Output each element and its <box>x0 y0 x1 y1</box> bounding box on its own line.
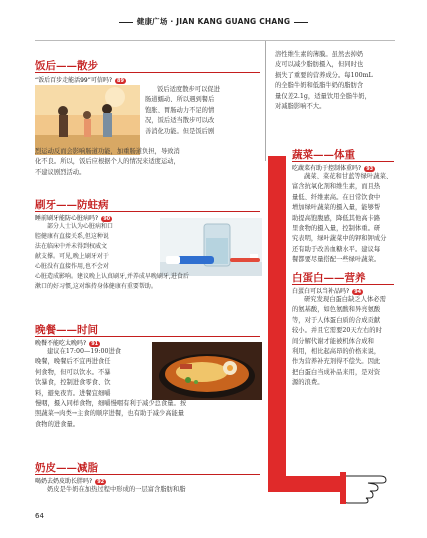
text-line: 善消化功能。但是饭后剧 <box>145 127 215 135</box>
question-text: 喝奶去奶皮助长胖吗? <box>35 478 93 485</box>
text-line: 建议在17:00—19:00进食 <box>47 348 122 355</box>
question-dinner <box>35 338 100 347</box>
question-vegetables <box>292 163 375 172</box>
pointing-hand-icon <box>340 460 402 504</box>
text-line: 的氨基酸，如色氨酸和异亮氨酸 <box>292 306 381 314</box>
section-title-teeth: 刷牙——防蛀病 <box>35 199 109 211</box>
noodle-bowl-photo <box>152 342 262 400</box>
question-number-badge: 93 <box>366 165 374 172</box>
text-line: 化不良。所以，饭后应根据个人的情况来适度运动， <box>35 158 180 166</box>
text-line: 不建议剧烈活动。 <box>35 168 86 176</box>
section-rule <box>35 211 260 212</box>
question-protein <box>292 286 363 295</box>
text-line: 溶性维生素的薄膜。虽然去掉奶 <box>275 51 364 58</box>
text-line: 皮可以减少脂肪摄入，但同时也 <box>275 61 364 69</box>
section-rule <box>35 72 260 73</box>
text-line: 量低、纤维素高。在日常饮食中 <box>292 193 381 201</box>
text-line: 慢咽，摄入同样食物，细嚼慢咽有利于减少总食量。按 <box>35 400 187 407</box>
paragraph-milk <box>35 485 267 495</box>
section-title-vegetables: 蔬菜——体重 <box>292 149 355 161</box>
text-line: 作为营养补充剂得不偿失。因此 <box>292 358 381 366</box>
question-number-badge: 90 <box>103 215 111 222</box>
paragraph-walk-bottom <box>35 147 263 178</box>
text-line: 食物的进食量。 <box>35 420 80 428</box>
header-rule-right <box>294 22 308 23</box>
section-title-protein: 白蛋白——营养 <box>292 272 366 284</box>
question-walk <box>35 75 126 84</box>
question-text: 睡前刷牙能防心脏病吗? <box>35 215 99 222</box>
paragraph-teeth-bottom <box>35 272 263 292</box>
question-text: 白蛋白可以当补品吗? <box>292 288 350 295</box>
text-line: 研究发现白蛋白缺乏人体必需 <box>304 296 386 303</box>
text-line: 何食物，但可以饮水。不暴 <box>35 368 111 376</box>
section-rule <box>35 336 260 337</box>
column-divider <box>265 41 266 161</box>
text-line: 较小。并且它需要20天左右的时 <box>292 327 382 335</box>
section-title-milk: 奶皮——减脂 <box>35 462 98 474</box>
text-line: 蔬菜、菜花和甘蓝等绿叶蔬菜、 <box>304 173 393 180</box>
text-line: 奶皮是牛奶在加热过程中形成的一层富含脂肪和脂 <box>47 486 186 493</box>
text-line: 漱口的好习惯,这对维持身体健康有重要帮助。 <box>35 283 157 290</box>
text-line: 究表明，绿叶蔬菜中的钾和钾成分 <box>292 235 387 243</box>
text-line: 料，避免夜宵。进餐宜细嚼 <box>35 389 111 397</box>
text-line: 饭后适度散步可以促进 <box>157 86 220 93</box>
text-line: 利用，相比起高昂的价格来说， <box>292 348 381 356</box>
question-number-badge: 91 <box>91 340 99 347</box>
question-teeth <box>35 213 112 222</box>
text-line: 间分解代谢才能被机体合成和 <box>292 337 374 345</box>
text-line: 助提高饱腹感，降低其他高卡路 <box>292 214 381 222</box>
text-line: 里食物的摄入量，控制体重。研 <box>292 225 381 233</box>
text-line: 饮暴食，控制进食零食、饮 <box>35 379 111 387</box>
text-line: 饱胀、胃肠动力不足的情 <box>145 106 215 114</box>
paragraph-dinner-top <box>35 347 147 399</box>
text-line: 量仅差2.1g，适量饮用全脂牛奶， <box>275 92 371 100</box>
text-line: 烈运动反而会影响肠道功能，加重肠道负担，导致消 <box>35 148 180 155</box>
walking-family-photo <box>35 85 140 155</box>
question-number-badge: 94 <box>354 288 362 295</box>
text-line: 餐都要尽量搭配一些绿叶蔬菜。 <box>292 256 381 264</box>
question-text: 晚餐不能吃太晚吗? <box>35 340 87 347</box>
text-line: 等，对于人体蛋白质的合成贡献 <box>292 316 381 324</box>
section-rule <box>35 474 260 475</box>
paragraph-protein <box>292 295 396 389</box>
text-line: 还有助于改善血糖水平。建议每 <box>292 245 381 253</box>
paragraph-milk-continued <box>275 50 395 112</box>
text-line: 源的浪费。 <box>292 379 324 387</box>
paragraph-teeth-top <box>35 222 155 272</box>
text-line: 况，饭后适当散步可以改 <box>145 117 215 125</box>
question-number-badge: 92 <box>97 478 105 485</box>
question-text: 吃蔬菜有助于控制体重吗? <box>292 165 362 172</box>
section-rule <box>292 161 394 162</box>
page-number: 64 <box>35 512 44 520</box>
red-decor-bar <box>268 156 286 492</box>
text-line: 心脏没有直接作用,也不会对 <box>35 263 109 270</box>
text-line: 心脏造成影响。建议晚上认真刷牙,并养成早晚刷牙,进食后 <box>35 273 189 280</box>
text-line: 富含抗氧化剂和维生素，而且热 <box>292 183 381 191</box>
text-line: 把白蛋白当成补品来用，是对资 <box>292 368 381 376</box>
top-rule <box>35 40 395 41</box>
question-number-badge: 89 <box>117 77 125 84</box>
toothbrush-glass-photo <box>160 218 262 276</box>
text-line: 对减脂影响不大。 <box>275 103 326 111</box>
paragraph-walk-top <box>145 85 260 137</box>
question-milk <box>35 476 106 485</box>
text-line: 法在临床中并未得到权威文 <box>35 243 108 250</box>
text-line: 的全脂牛奶和低脂牛奶的脂肪含 <box>275 82 364 90</box>
text-line: 晚餐，晚餐后不宜再进食任 <box>35 358 111 366</box>
section-rule <box>292 284 394 285</box>
text-line: 增加绿叶蔬菜的摄入量，能够帮 <box>292 204 381 212</box>
header-rule-left <box>119 22 133 23</box>
text-line: 腔健康有直接关系,但这种说 <box>35 233 109 240</box>
section-title-dinner: 晚餐——时间 <box>35 324 98 336</box>
text-line: 献支撑。可见,晚上刷牙对于 <box>35 253 109 260</box>
question-text: “饭后百步走能活99”可信吗? <box>35 77 113 84</box>
page-header <box>0 16 427 27</box>
header-title: 健康广场 · JIAN KANG GUANG CHANG <box>136 17 291 26</box>
text-line: 肠道蠕动、所以遇到餐后 <box>145 96 215 104</box>
text-line: 损失了重要的营养成分。每100mL <box>275 71 373 79</box>
text-line: 照蔬菜→肉类→主食的顺序进餐，也有助于减少高能量 <box>35 410 185 418</box>
paragraph-dinner-bottom <box>35 399 263 430</box>
paragraph-vegetables <box>292 172 396 266</box>
text-line: 部分人士认为心脏病和口 <box>47 223 114 230</box>
section-title-walk: 饭后——散步 <box>35 60 98 72</box>
